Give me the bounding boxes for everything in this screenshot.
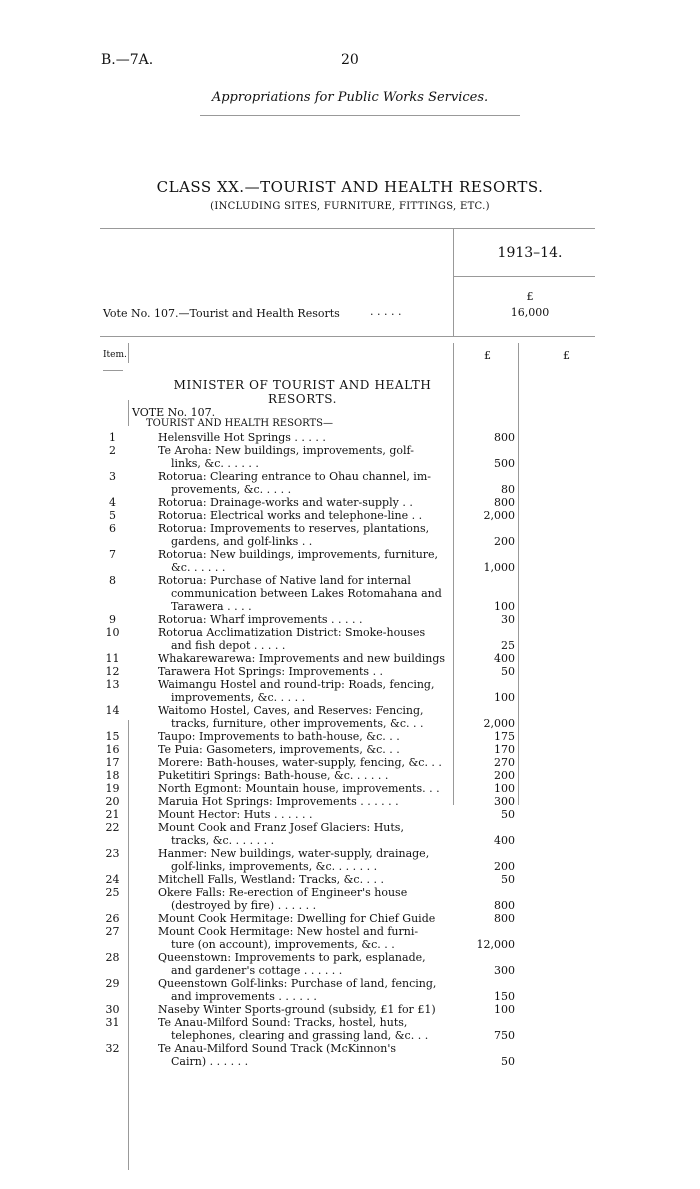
table-row xyxy=(0,990,700,1003)
financial-year: 1913–14. xyxy=(497,245,563,261)
item-number: 7 xyxy=(109,548,116,561)
item-amount: 50 xyxy=(501,1055,515,1068)
vote-label: Vote No. 107.—Tourist and Health Resorts xyxy=(103,307,340,320)
item-number: 25 xyxy=(105,886,120,899)
item-amount: 2,000 xyxy=(483,717,515,730)
item-description: telephones, clearing and grassing land, &c. . . xyxy=(171,1029,429,1042)
item-description: Rotorua: Clearing entrance to Ohau channel, im- xyxy=(158,470,431,483)
item-amount: 300 xyxy=(494,795,515,808)
table-row xyxy=(0,821,700,834)
item-number: 1 xyxy=(109,431,116,444)
table-row xyxy=(0,951,700,964)
item-description: communication between Lakes Rotomahana and xyxy=(171,587,442,600)
item-amount: 270 xyxy=(494,756,515,769)
item-number: 22 xyxy=(105,821,120,834)
item-amount: 200 xyxy=(494,860,515,873)
item-amount: 150 xyxy=(494,990,515,1003)
section-heading: TOURIST AND HEALTH RESORTS— xyxy=(146,418,334,429)
page-number: 20 xyxy=(341,52,359,68)
item-number: 31 xyxy=(105,1016,120,1029)
item-description: links, &c. . . . . . xyxy=(171,457,259,470)
table-top-rule xyxy=(100,228,595,229)
table-row xyxy=(0,834,700,847)
year-rule xyxy=(453,276,595,277)
table-row xyxy=(0,470,700,483)
table-row xyxy=(0,1042,700,1055)
table-row xyxy=(0,574,700,587)
item-number: 18 xyxy=(105,769,120,782)
item-amount: 30 xyxy=(501,613,515,626)
document-reference: B.—7A. xyxy=(101,52,154,68)
class-title: CLASS XX.—TOURIST AND HEALTH RESORTS. xyxy=(156,178,544,196)
table-row xyxy=(0,1003,700,1016)
item-description: tracks, furniture, other improvements, &c. . . xyxy=(171,717,424,730)
table-row xyxy=(0,756,700,769)
table-row xyxy=(0,535,700,548)
item-column-divider-lower xyxy=(128,400,129,426)
item-description: &c. . . . . . xyxy=(171,561,226,574)
item-number: 12 xyxy=(105,665,120,678)
table-row xyxy=(0,691,700,704)
table-row xyxy=(0,1029,700,1042)
item-amount: 800 xyxy=(494,912,515,925)
table-row xyxy=(0,730,700,743)
item-amount: 100 xyxy=(494,782,515,795)
item-number: 2 xyxy=(109,444,116,457)
minister-heading-line2: RESORTS. xyxy=(267,392,338,406)
item-description: Rotorua: Wharf improvements . . . . . xyxy=(158,613,363,626)
item-amount: 50 xyxy=(501,808,515,821)
item-description: Whakarewarewa: Improvements and new buildings xyxy=(158,652,446,665)
item-description: provements, &c. . . . . xyxy=(171,483,292,496)
table-row xyxy=(0,886,700,899)
table-row xyxy=(0,938,700,951)
table-row xyxy=(0,431,700,444)
table-row xyxy=(0,457,700,470)
item-description: Rotorua: Drainage-works and water-supply . . xyxy=(158,496,413,509)
item-amount: 100 xyxy=(494,600,515,613)
item-description: Te Anau-Milford Sound Track (McKinnon's xyxy=(158,1042,397,1055)
item-description: Tarawera . . . . xyxy=(171,600,252,613)
item-description: Rotorua: Improvements to reserves, plantations, xyxy=(158,522,430,535)
table-row xyxy=(0,847,700,860)
item-number: 5 xyxy=(109,509,116,522)
item-description: Mitchell Falls, Westland: Tracks, &c. . . . xyxy=(158,873,385,886)
vote-pound-sign: £ xyxy=(526,290,534,303)
item-number: 21 xyxy=(105,808,120,821)
item-number: 6 xyxy=(109,522,116,535)
item-description: and gardener's cottage . . . . . . xyxy=(171,964,343,977)
item-amount: 2,000 xyxy=(483,509,515,522)
table-row xyxy=(0,782,700,795)
item-description: tracks, &c. . . . . . . xyxy=(171,834,275,847)
table-row xyxy=(0,1016,700,1029)
item-number: 17 xyxy=(105,756,120,769)
item-number: 20 xyxy=(105,795,120,808)
table-row xyxy=(0,808,700,821)
item-amount: 300 xyxy=(494,964,515,977)
item-description: Te Anau-Milford Sound: Tracks, hostel, huts, xyxy=(158,1016,408,1029)
item-amount: 100 xyxy=(494,691,515,704)
item-amount: 12,000 xyxy=(476,938,515,951)
item-description: Mount Cook Hermitage: New hostel and furni- xyxy=(158,925,419,938)
item-amount: 800 xyxy=(494,899,515,912)
table-row xyxy=(0,626,700,639)
vote-leader-dots: . . . . . xyxy=(370,305,402,318)
table-row xyxy=(0,717,700,730)
item-description: Naseby Winter Sports-ground (subsidy, £1 for £1) xyxy=(158,1003,436,1016)
item-description: Mount Cook Hermitage: Dwelling for Chief Guide xyxy=(158,912,436,925)
table-row xyxy=(0,652,700,665)
item-description: golf-links, improvements, &c. . . . . . . xyxy=(171,860,378,873)
item-description: Helensville Hot Springs . . . . . xyxy=(158,431,326,444)
table-row xyxy=(0,704,700,717)
table-row xyxy=(0,613,700,626)
table-row xyxy=(0,899,700,912)
table-row xyxy=(0,964,700,977)
table-row xyxy=(0,587,700,600)
item-amount: 750 xyxy=(494,1029,515,1042)
item-description: Okere Falls: Re-erection of Engineer's house xyxy=(158,886,408,899)
table-row xyxy=(0,795,700,808)
table-row xyxy=(0,665,700,678)
item-description: Maruia Hot Springs: Improvements . . . . . . xyxy=(158,795,399,808)
table-row xyxy=(0,509,700,522)
table-row xyxy=(0,977,700,990)
table-row xyxy=(0,483,700,496)
table-row xyxy=(0,561,700,574)
item-number: 15 xyxy=(105,730,120,743)
item-description: Tarawera Hot Springs: Improvements . . xyxy=(158,665,384,678)
item-column-divider xyxy=(128,343,129,363)
table-row xyxy=(0,860,700,873)
item-number: 27 xyxy=(105,925,120,938)
item-number: 3 xyxy=(109,470,116,483)
item-description: improvements, &c. . . . . xyxy=(171,691,306,704)
item-description: Taupo: Improvements to bath-house, &c. . . xyxy=(158,730,400,743)
item-amount: 50 xyxy=(501,873,515,886)
item-number: 10 xyxy=(105,626,120,639)
item-description: Rotorua Acclimatization District: Smoke-houses xyxy=(158,626,426,639)
item-amount: 100 xyxy=(494,1003,515,1016)
table-row xyxy=(0,444,700,457)
item-description: Waitomo Hostel, Caves, and Reserves: Fencing, xyxy=(158,704,424,717)
item-description: Rotorua: Purchase of Native land for internal xyxy=(158,574,411,587)
item-description: and fish depot . . . . . xyxy=(171,639,286,652)
total-column-header: £ xyxy=(563,349,570,362)
table-row xyxy=(0,639,700,652)
item-column-header: Item. xyxy=(103,350,127,360)
item-number: 14 xyxy=(105,704,120,717)
item-amount: 1,000 xyxy=(483,561,515,574)
item-amount: 175 xyxy=(494,730,515,743)
table-row xyxy=(0,912,700,925)
vote-number: VOTE No. 107. xyxy=(132,406,216,419)
item-description: Te Aroha: New buildings, improvements, golf- xyxy=(158,444,414,457)
item-amount: 50 xyxy=(501,665,515,678)
item-number: 11 xyxy=(105,652,120,665)
page-subtitle: Appropriations for Public Works Services. xyxy=(211,90,489,105)
item-number: 23 xyxy=(105,847,120,860)
item-number: 9 xyxy=(109,613,116,626)
item-description: Hanmer: New buildings, water-supply, drainage, xyxy=(158,847,430,860)
table-row xyxy=(0,743,700,756)
item-amount: 200 xyxy=(494,535,515,548)
item-description: Waimangu Hostel and round-trip: Roads, fencing, xyxy=(158,678,435,691)
item-description: Te Puia: Gasometers, improvements, &c. . . xyxy=(158,743,400,756)
item-description: ture (on account), improvements, &c. . . xyxy=(171,938,395,951)
item-description: Mount Hector: Huts . . . . . . xyxy=(158,808,313,821)
item-number: 32 xyxy=(105,1042,120,1055)
item-number: 16 xyxy=(105,743,120,756)
item-amount: 400 xyxy=(494,834,515,847)
table-row xyxy=(0,522,700,535)
table-row xyxy=(0,600,700,613)
item-amount: 800 xyxy=(494,496,515,509)
item-number: 4 xyxy=(109,496,116,509)
item-description: gardens, and golf-links . . xyxy=(171,535,313,548)
table-row xyxy=(0,678,700,691)
item-description: Queenstown: Improvements to park, esplanade, xyxy=(158,951,426,964)
item-description: (destroyed by fire) . . . . . . xyxy=(171,899,317,912)
items-top-rule xyxy=(100,336,595,337)
item-description: North Egmont: Mountain house, improvements. . . xyxy=(158,782,440,795)
item-amount: 400 xyxy=(494,652,515,665)
item-number: 29 xyxy=(105,977,120,990)
summary-divider xyxy=(453,228,454,336)
table-row xyxy=(0,873,700,886)
item-number: 28 xyxy=(105,951,120,964)
item-description: Mount Cook and Franz Josef Glaciers: Huts, xyxy=(158,821,404,834)
item-number: 26 xyxy=(105,912,120,925)
item-description: and improvements . . . . . . xyxy=(171,990,317,1003)
item-description: Cairn) . . . . . . xyxy=(171,1055,249,1068)
header-rule xyxy=(200,115,520,116)
item-description: Morere: Bath-houses, water-supply, fencing, &c. . . xyxy=(158,756,442,769)
item-description: Rotorua: New buildings, improvements, furniture, xyxy=(158,548,439,561)
item-header-rule xyxy=(103,370,123,371)
item-amount: 80 xyxy=(501,483,515,496)
item-amount: 500 xyxy=(494,457,515,470)
item-amount: 200 xyxy=(494,769,515,782)
amount-column-header: £ xyxy=(484,349,491,362)
table-row xyxy=(0,925,700,938)
minister-heading-line1: MINISTER OF TOURIST AND HEALTH xyxy=(173,378,432,392)
item-number: 19 xyxy=(105,782,120,795)
table-row xyxy=(0,769,700,782)
item-description: Puketitiri Springs: Bath-house, &c. . . . . . xyxy=(158,769,389,782)
item-amount: 170 xyxy=(494,743,515,756)
item-amount: 800 xyxy=(494,431,515,444)
item-number: 30 xyxy=(105,1003,120,1016)
table-row xyxy=(0,496,700,509)
item-description: Queenstown Golf-links: Purchase of land, fencing, xyxy=(158,977,437,990)
item-number: 24 xyxy=(105,873,120,886)
item-description: Rotorua: Electrical works and telephone-line . . xyxy=(158,509,423,522)
table-row xyxy=(0,1055,700,1068)
item-amount: 25 xyxy=(501,639,515,652)
class-subtitle: (INCLUDING SITES, FURNITURE, FITTINGS, ETC.) xyxy=(210,201,490,212)
item-number: 8 xyxy=(109,574,116,587)
item-number: 13 xyxy=(105,678,120,691)
vote-amount: 16,000 xyxy=(510,306,550,319)
table-row xyxy=(0,548,700,561)
